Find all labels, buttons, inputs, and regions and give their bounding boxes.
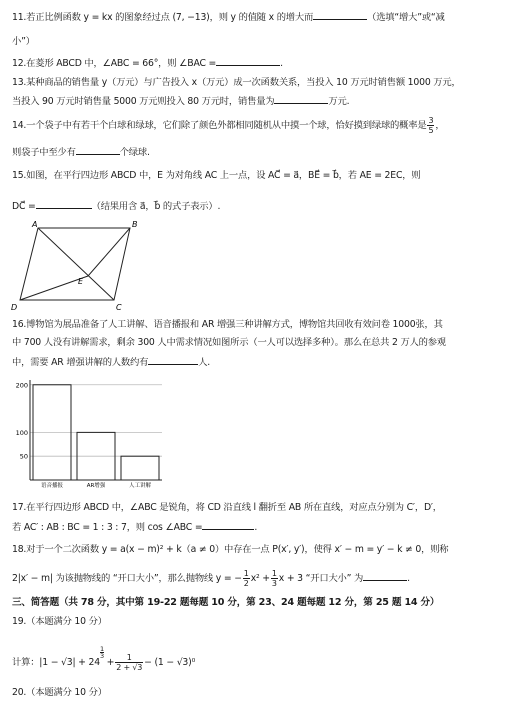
q19-calc: 计算：|1 − √3| + 24 $^{\frac{1}{3}}$ + $\frac{1}{2 + √3}$ − (1 − √3)⁰ — [12, 645, 196, 672]
q20-title: 20.（本题满分 10 分） — [12, 687, 107, 698]
q11-blank[interactable] — [313, 10, 367, 20]
q14-line1: 14.一个袋子中有若干个白球和绿球，它们除了颜色外都相同随机从中摸一个球，恰好摸到绿球的概率是 $\frac{3}{5}$ ， — [12, 116, 445, 135]
q18-line1: 18.对于一个二次函数 y = a(x − m)² + k（a ≠ 0）中存在一点 P(x′, y′)，使得 x′ − m = y′ − k ≠ 0，则称 — [12, 544, 449, 555]
chart-y-tick-labels — [16, 381, 28, 460]
x-tick-label: 人工讲解 — [128, 483, 152, 489]
q13-line1: 13.某种商品的销售量 y（万元）与广告投入 x（万元）成一次函数关系，当投入 10 万元时销售额 1000 万元， — [12, 77, 461, 88]
q19-exponent: 1 3 — [99, 645, 104, 660]
section-3-heading: 三、简答题（共 78 分，其中第 19-22 题每题 10 分，第 23、24 题每题 12 分，第 25 题 14 分） — [12, 597, 440, 608]
chart-x-tick-labels — [41, 481, 152, 489]
label-c: C — [116, 303, 122, 312]
q11-line1: 11.若正比例函数 y = kx 的图象经过点 (7, −13)，则 y 的值随 x 的增大而 （选填“增大”或“减 — [12, 12, 445, 23]
q14-blank[interactable] — [76, 145, 120, 155]
q15-blank[interactable] — [36, 199, 92, 209]
q18-blank[interactable] — [363, 571, 407, 581]
q14-fraction: $\frac{3}{5}$ — [428, 116, 434, 135]
parallelogram-abcd — [20, 228, 130, 300]
q16-line3: 中，需要 AR 增强讲解的人数约有 人. — [12, 357, 211, 368]
q18-fraction-1: $\frac{1}{2}$ — [243, 569, 249, 588]
q18-fraction-2: $\frac{1}{3}$ — [271, 569, 277, 588]
q12-line: 12.在菱形 ABCD 中，∠ABC = 66°，则 ∠BAC = . — [12, 58, 283, 69]
q19-fraction: $\frac{1}{2 + √3}$ — [116, 653, 143, 672]
q13-blank[interactable] — [274, 94, 328, 104]
y-tick-label: 100 — [15, 428, 28, 437]
y-tick-label: 200 — [15, 381, 28, 390]
parallelogram-figure — [8, 218, 146, 314]
x-tick-label: 语音播报 — [40, 483, 64, 489]
q16-line1: 16.博物馆为展品准备了人工讲解、语音播报和 AR 增强三种讲解方式，博物馆共回收有效问卷 1000张，其 — [12, 319, 443, 330]
bar-3 — [121, 456, 159, 480]
q16-line2: 中 700 人没有讲解需求，剩余 300 人中需求情况如图所示（一人可以选择多种）。那么在总共 2 万人的参观 — [12, 337, 446, 348]
x-tick-label: AR增强 — [86, 483, 106, 489]
q19-title: 19.（本题满分 10 分） — [12, 616, 107, 627]
label-e: E — [78, 277, 84, 286]
q15-line2: DC⃗ = （结果用含 a⃗，b⃗ 的式子表示）. — [12, 201, 221, 212]
q16-blank[interactable] — [148, 355, 198, 365]
q17-line2: 若 AC′ : AB : BC = 1 : 3 : 7，则 cos ∠ABC = . — [12, 522, 258, 533]
survey-bar-chart — [8, 372, 168, 494]
y-tick-label: 50 — [19, 452, 28, 461]
q11-line2: 小”） — [12, 36, 35, 47]
label-b: B — [132, 220, 138, 229]
q17-blank[interactable] — [202, 520, 254, 530]
label-a: A — [32, 220, 38, 229]
q17-line1: 17.在平行四边形 ABCD 中，∠ABC 是锐角，将 CD 沿直线 l 翻折至 AB 所在直线，对应点分别为 C′，D′， — [12, 502, 442, 513]
segment-be — [88, 228, 130, 276]
q14-line2: 则袋子中至少有 个绿球. — [12, 147, 150, 158]
label-d: D — [11, 303, 18, 312]
q18-line2: 2|x′ − m| 为该抛物线的 “开口大小”，那么抛物线 y = − $\frac{1}{2}$ x² + $\frac{1}{3}$ x + 3 “开口大小” 为 . — [12, 569, 410, 588]
q13-line2: 当投入 90 万元时销售量 5000 万元则投入 80 万元时，销售量为 万元. — [12, 96, 350, 107]
q12-blank[interactable] — [216, 56, 280, 66]
chart-grid — [30, 385, 162, 456]
q15-line1: 15.如图，在平行四边形 ABCD 中，E 为对角线 AC 上一点，设 AC⃗ = a⃗，BE⃗ = b⃗，若 AE = 2EC，则 — [12, 170, 421, 181]
